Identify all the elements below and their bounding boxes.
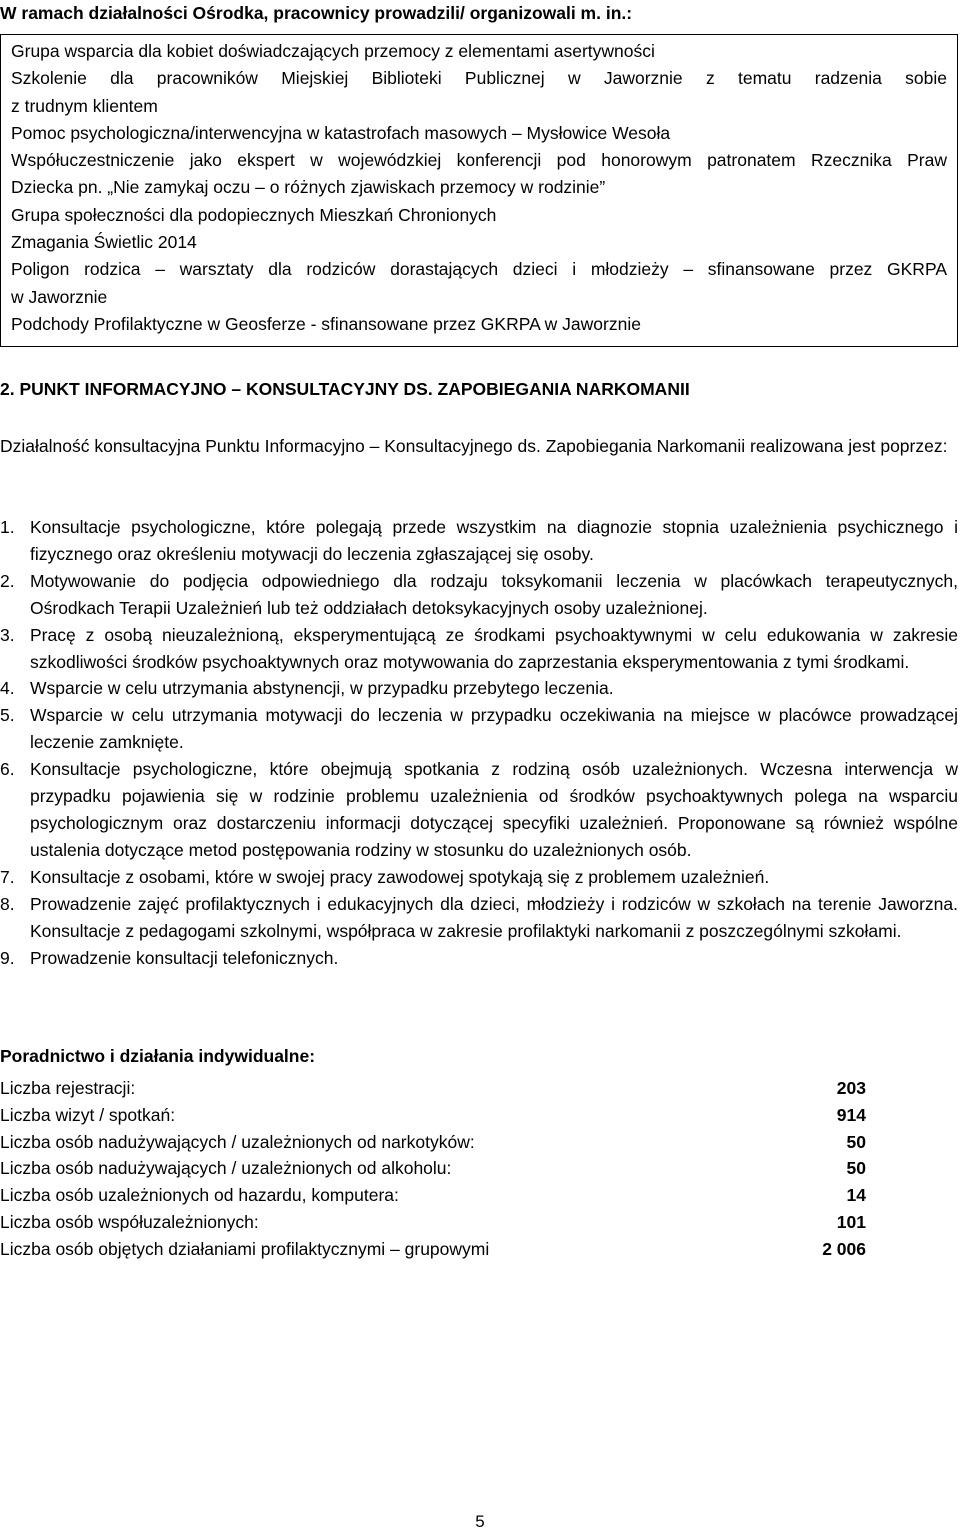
activity-line: Podchody Profilaktyczne w Geosferze - sfinansowane przez GKRPA w Jaworznie bbox=[11, 313, 641, 334]
stat-value: 50 bbox=[846, 1131, 866, 1152]
activity-line: Szkolenie dla pracowników Miejskiej Biblioteki Publicznej w Jaworznie z tematu radzenia sobie bbox=[11, 68, 947, 89]
list-number: 6. bbox=[0, 759, 15, 780]
list-item bbox=[0, 891, 958, 945]
stat-value: 914 bbox=[836, 1104, 866, 1125]
stats-heading: Poradnictwo i działania indywidualne: bbox=[0, 1046, 316, 1066]
list-text: Konsultacje psychologiczne, które obejmują spotkania z rodziną osób uzależnionych. Wczesna interwencja w przypadku pojawienia się w rodzinie problemu uzależnienia od środków psychoaktywnych polega na wsparciu psychologicznym oraz dostarczeniu informacji dotyczącej specyfiki uzależnień. Proponowane są również wspólne ustalenia dotyczące metod postępowania rodziny w stosunku do uzależnionych osób. bbox=[30, 759, 958, 860]
section-intro-paragraph: Działalność konsultacyjna Punktu Informacyjno – Konsultacyjnego ds. Zapobiegania Narkomanii realizowana jest poprzez: bbox=[0, 436, 948, 456]
list-text: Pracę z osobą nieuzależnioną, eksperymentującą ze środkami psychoaktywnymi w celu edukowania w zakresie szkodliwości środków psychoaktywnych oraz motywowania do zaprzestania eksperymentowania z tymi środkami. bbox=[30, 624, 958, 672]
list-text: Wsparcie w celu utrzymania abstynencji, w przypadku przebytego leczenia. bbox=[30, 678, 614, 699]
list-number: 8. bbox=[0, 893, 15, 914]
activity-line: z trudnym klientem bbox=[11, 95, 158, 116]
stat-label: Liczba osób nadużywających / uzależnionych od narkotyków: bbox=[0, 1131, 475, 1152]
list-text: Wsparcie w celu utrzymania motywacji do leczenia w przypadku oczekiwania na miejsce w placówce prowadzącej leczenie zamknięte. bbox=[30, 705, 958, 753]
list-item bbox=[0, 675, 958, 702]
list-number: 2. bbox=[0, 570, 15, 591]
activity-line: w Jaworznie bbox=[11, 286, 108, 307]
list-text: Konsultacje psychologiczne, które polegają przede wszystkim na diagnozie stopnia uzależnienia psychicznego i fizycznego oraz określeniu motywacji do leczenia zgłaszającej się osoby. bbox=[30, 517, 958, 564]
activity-line: Dziecka pn. „Nie zamykaj oczu – o różnych zjawiskach przemocy w rodzinie” bbox=[11, 177, 606, 198]
activity-line: Zmagania Świetlic 2014 bbox=[11, 232, 197, 253]
stat-label: Liczba osób objętych działaniami profilaktycznymi – grupowymi bbox=[0, 1238, 490, 1259]
stat-row bbox=[0, 1236, 866, 1263]
activities-box bbox=[0, 34, 958, 347]
list-text: Motywowanie do podjęcia odpowiedniego dla rodzaju toksykomanii leczenia w placówkach terapeutycznych, Ośrodkach Terapii Uzależnień lub też oddziałach detoksykacyjnych osoby uzależnionej. bbox=[30, 570, 958, 618]
list-number: 5. bbox=[0, 705, 15, 726]
list-text: Konsultacje z osobami, które w swojej pracy zawodowej spotykają się z problemem uzależnień. bbox=[30, 866, 770, 887]
activity-line: Poligon rodzica – warsztaty dla rodziców dorastających dzieci i młodzieży – sfinansowane przez GKRPA bbox=[11, 259, 947, 280]
list-number: 4. bbox=[0, 678, 15, 699]
activity-line: Pomoc psychologiczna/interwencyjna w katastrofach masowych – Mysłowice Wesoła bbox=[11, 122, 671, 143]
stat-label: Liczba osób nadużywających / uzależnionych od alkoholu: bbox=[0, 1158, 452, 1179]
stat-row bbox=[0, 1129, 866, 1156]
stat-value: 14 bbox=[846, 1185, 866, 1206]
list-text: Prowadzenie zajęć profilaktycznych i edukacyjnych dla dzieci, młodzieży i rodziców w szkołach na terenie Jaworzna. Konsultacje z pedagogami szkolnymi, współpraca w zakresie profilaktyki narkomanii z poszczególnymi szkołami. bbox=[30, 893, 958, 941]
stat-label: Liczba osób uzależnionych od hazardu, komputera: bbox=[0, 1185, 399, 1206]
activity-line: Grupa społeczności dla podopiecznych Mieszkań Chronionych bbox=[11, 204, 497, 225]
list-item bbox=[0, 945, 958, 972]
stat-row bbox=[0, 1182, 866, 1209]
list-item bbox=[0, 864, 958, 891]
list-number: 7. bbox=[0, 866, 15, 887]
list-item bbox=[0, 568, 958, 622]
list-item bbox=[0, 622, 958, 676]
stat-row bbox=[0, 1075, 866, 1102]
section-heading: 2. PUNKT INFORMACYJNO – KONSULTACYJNY DS. ZAPOBIEGANIA NARKOMANII bbox=[0, 379, 690, 399]
list-number: 3. bbox=[0, 624, 15, 645]
stats-table bbox=[0, 1075, 866, 1263]
list-number: 9. bbox=[0, 947, 15, 968]
list-item bbox=[0, 702, 958, 756]
stat-value: 101 bbox=[836, 1211, 866, 1232]
list-item bbox=[0, 756, 958, 864]
stat-label: Liczba rejestracji: bbox=[0, 1078, 136, 1098]
numbered-list bbox=[0, 514, 958, 971]
list-item bbox=[0, 514, 958, 568]
page-number: 5 bbox=[475, 1512, 485, 1531]
activity-line: Współuczestniczenie jako ekspert w wojewódzkiej konferencji pod honorowym patronatem Rzecznika Praw bbox=[11, 150, 947, 171]
stat-value: 203 bbox=[836, 1078, 866, 1098]
stat-value: 2 006 bbox=[822, 1238, 866, 1259]
stat-value: 50 bbox=[846, 1158, 866, 1179]
list-number: 1. bbox=[0, 517, 15, 537]
stat-row bbox=[0, 1209, 866, 1236]
stat-row bbox=[0, 1102, 866, 1129]
stat-row bbox=[0, 1155, 866, 1182]
stat-label: Liczba osób współuzależnionych: bbox=[0, 1211, 259, 1232]
activity-line: Grupa wsparcia dla kobiet doświadczających przemocy z elementami asertywności bbox=[11, 41, 655, 61]
intro-heading: W ramach działalności Ośrodka, pracownicy prowadzili/ organizowali m. in.: bbox=[0, 3, 633, 23]
list-text: Prowadzenie konsultacji telefonicznych. bbox=[30, 947, 339, 968]
stat-label: Liczba wizyt / spotkań: bbox=[0, 1104, 176, 1125]
